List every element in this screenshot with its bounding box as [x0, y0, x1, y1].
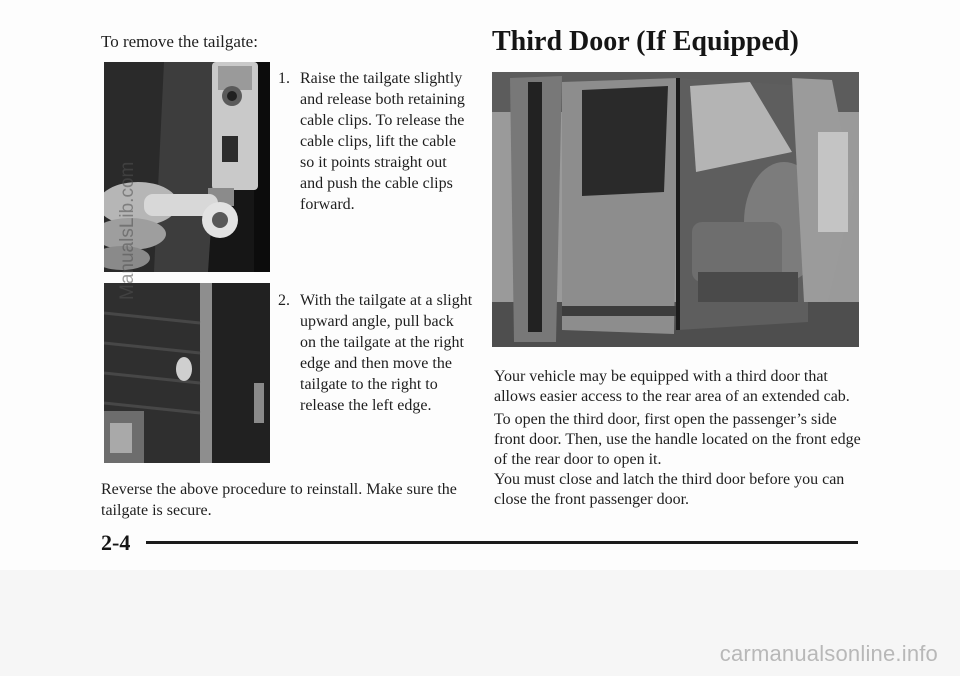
step-text: With the tailgate at a slight upward angle, pull back on the tailgate at the right edge and then move the tailgate to the right to release the left edge.	[300, 292, 473, 414]
footer-rule	[146, 541, 858, 544]
third-door-opening-instructions: To open the third door, first open the passenger’s side front door. Then, use the handle located on the front edge of the rear door to open it.	[494, 411, 861, 468]
third-door-intro: Your vehicle may be equipped with a third door that allows easier access to the rear area of an extended cab.	[494, 368, 850, 405]
section-heading: Third Door (If Equipped)	[492, 26, 799, 57]
page-number: 2-4	[101, 530, 131, 555]
third-door-closing-note: You must close and latch the third door before you can close the front passenger door.	[494, 471, 845, 508]
step-text: Raise the tailgate slightly and release both retaining cable clips. To release the cable clips, lift the cable so it points straight out and push the cable clips forward.	[300, 70, 465, 213]
step-2	[278, 290, 473, 416]
site-watermark: carmanualsonline.info	[719, 641, 938, 666]
step-number: 1.	[278, 70, 290, 87]
side-watermark: ManualsLib.com	[117, 161, 138, 300]
step-1	[278, 68, 473, 215]
step-number: 2.	[278, 292, 290, 309]
tailgate-removal-intro: To remove the tailgate:	[101, 32, 258, 51]
reinstall-note: Reverse the above procedure to reinstall. Make sure the tailgate is secure.	[101, 481, 457, 519]
tailgate-edge-photo	[104, 283, 270, 463]
third-door-photo	[492, 72, 859, 347]
